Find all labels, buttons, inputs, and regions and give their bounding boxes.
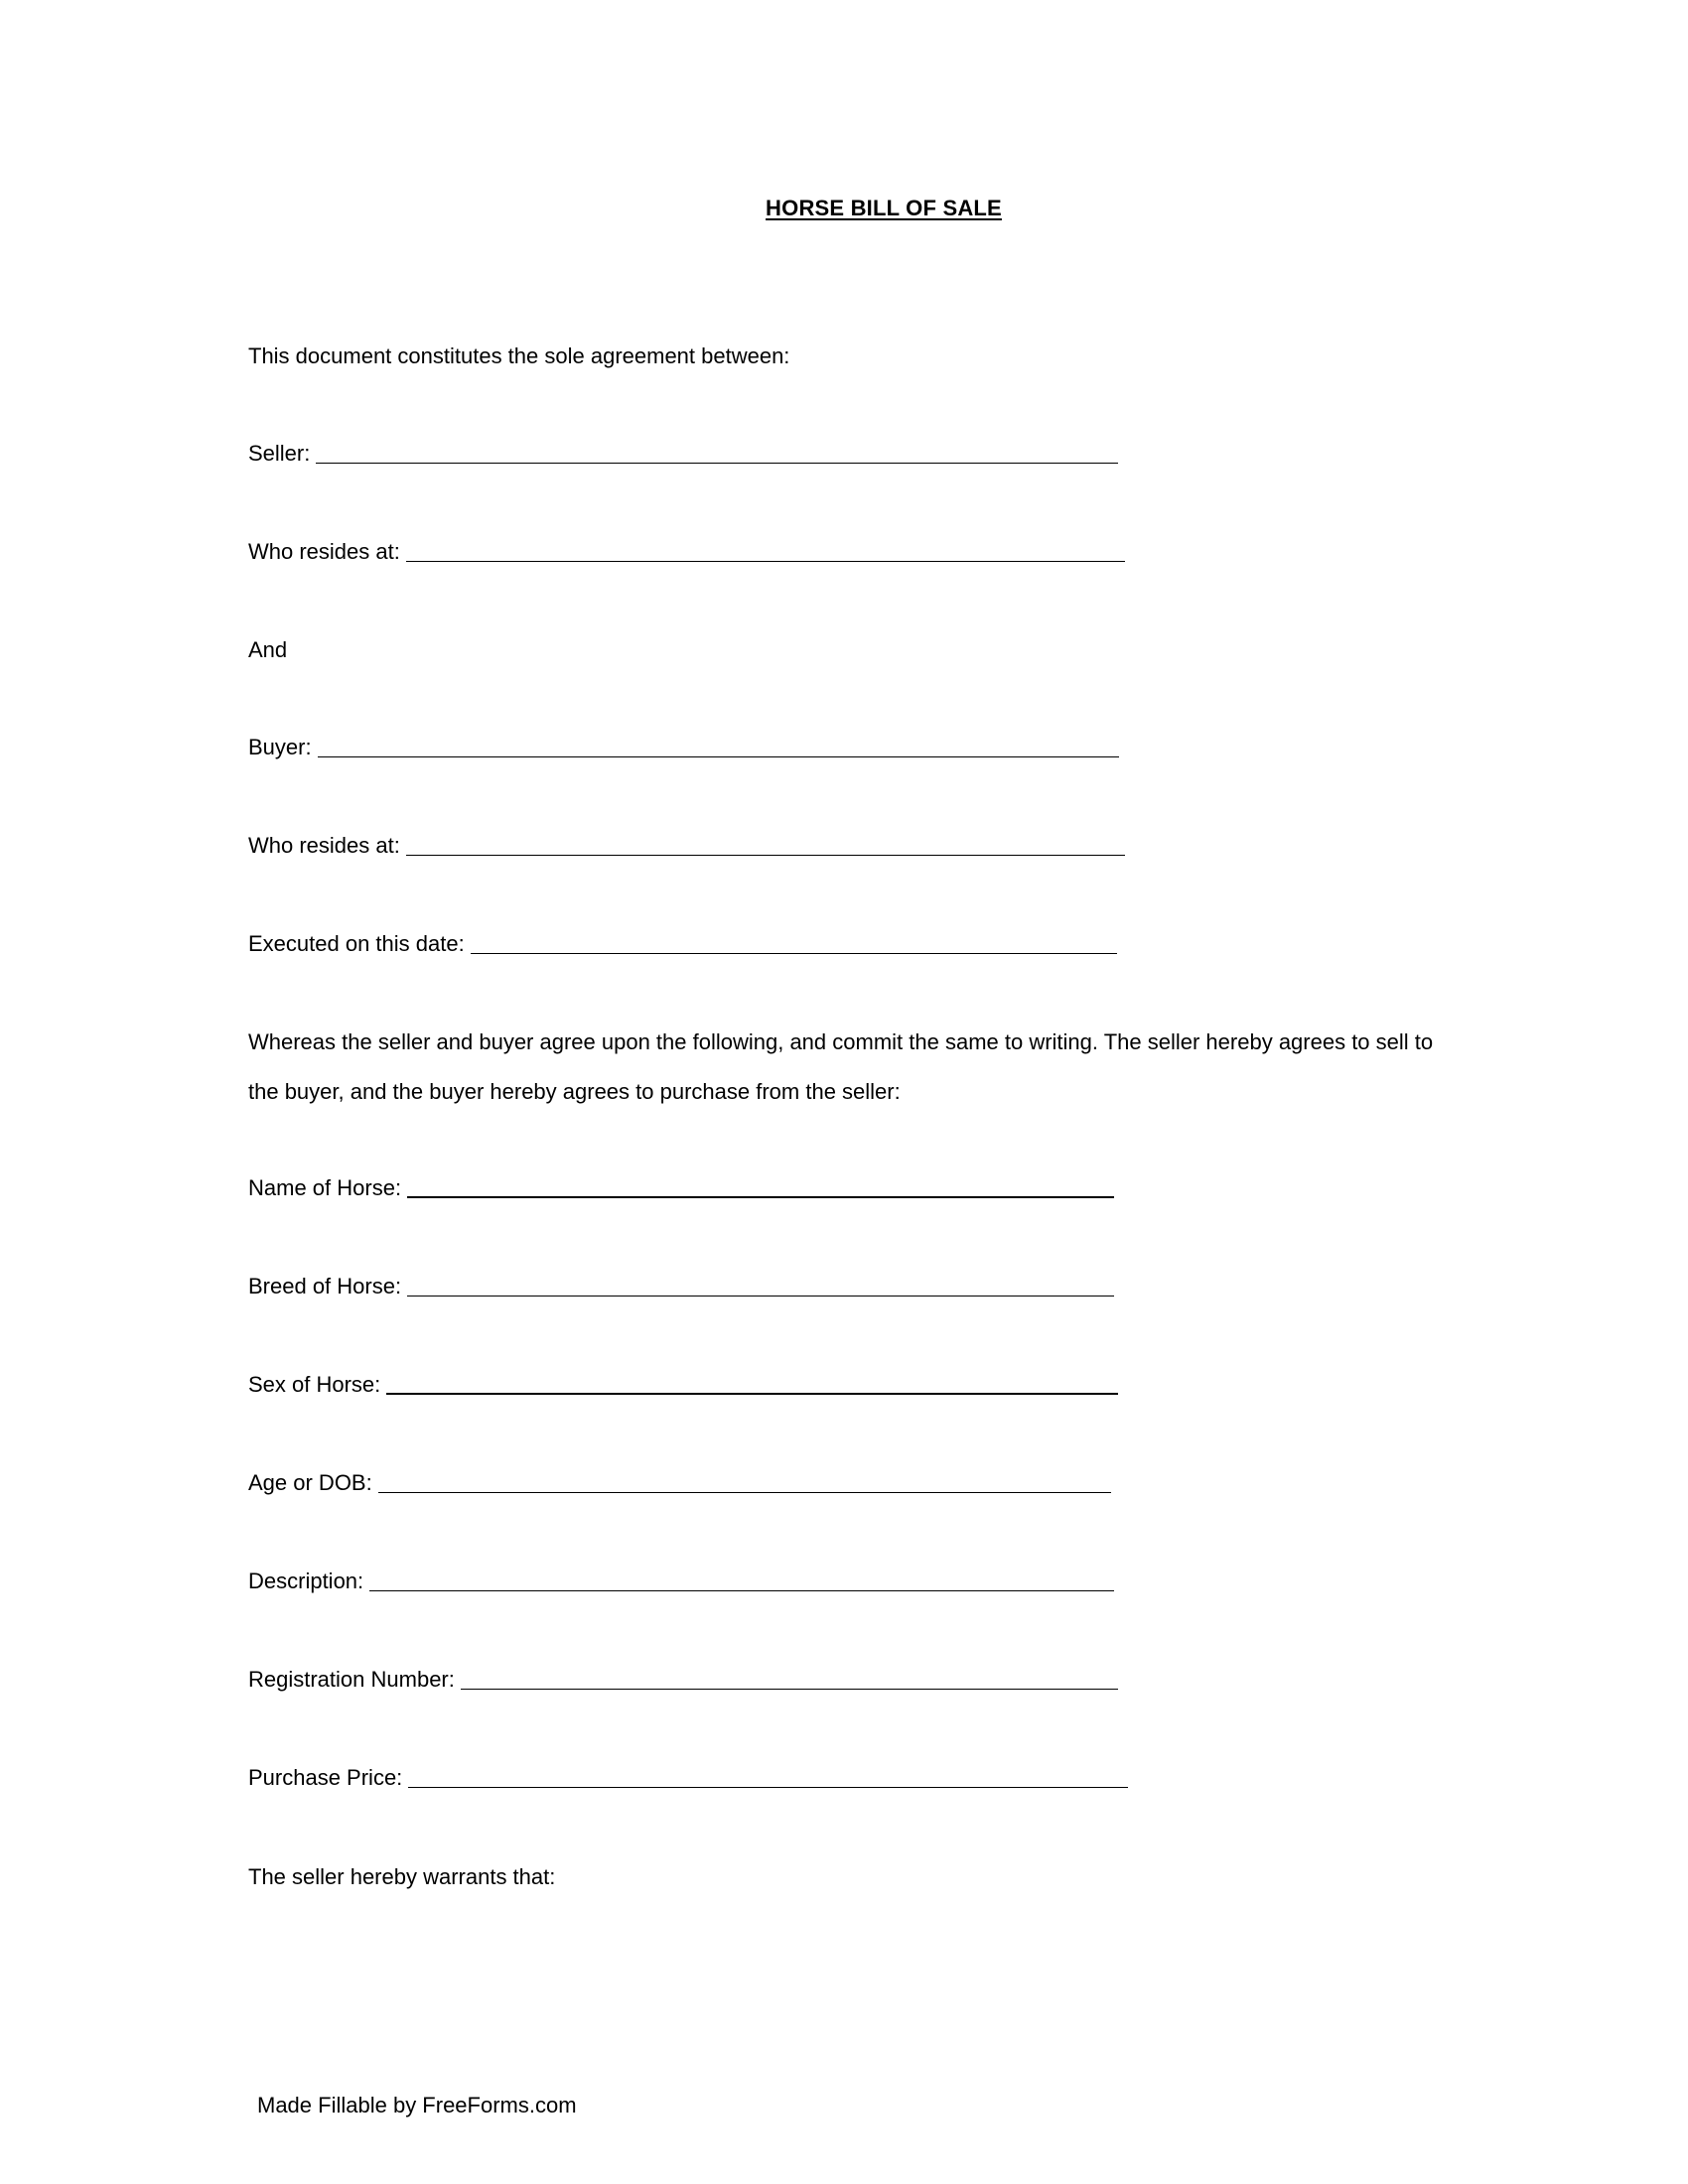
buyer-field-row (248, 731, 1119, 760)
age-dob-field-row (248, 1466, 1111, 1496)
purchase-price-input[interactable] (408, 1786, 1128, 1788)
horse-breed-field-row (248, 1270, 1114, 1299)
seller-address-field-row (248, 535, 1125, 565)
buyer-address-field-row (248, 829, 1125, 859)
intro-text: This document constitutes the sole agreement between: (248, 343, 790, 368)
executed-date-label: Executed on this date: (248, 931, 465, 956)
buyer-address-input[interactable] (406, 854, 1125, 856)
warranty-text: The seller hereby warrants that: (248, 1864, 556, 1889)
buyer-label: Buyer: (248, 735, 312, 759)
registration-number-field-row (248, 1663, 1118, 1693)
horse-breed-label: Breed of Horse: (248, 1274, 402, 1298)
age-dob-input[interactable] (378, 1491, 1111, 1493)
horse-breed-input[interactable] (407, 1295, 1114, 1297)
description-input[interactable] (369, 1589, 1114, 1591)
footer-credit: Made Fillable by FreeForms.com (257, 2093, 577, 2117)
and-text: And (248, 637, 288, 662)
buyer-address-label: Who resides at: (248, 833, 400, 858)
purchase-price-label: Purchase Price: (248, 1765, 403, 1790)
registration-number-label: Registration Number: (248, 1667, 455, 1692)
horse-sex-label: Sex of Horse: (248, 1372, 381, 1397)
seller-address-label: Who resides at: (248, 539, 400, 564)
horse-name-input[interactable] (407, 1195, 1114, 1198)
seller-address-input[interactable] (406, 560, 1125, 562)
purchase-price-field-row (248, 1761, 1128, 1791)
buyer-input[interactable] (318, 755, 1119, 757)
whereas-paragraph: Whereas the seller and buyer agree upon the following, and commit the same to writing. The seller hereby agrees to sell to the buyer, and the buyer hereby agrees to purchase from the seller: (248, 1029, 1434, 1104)
horse-sex-input[interactable] (386, 1392, 1118, 1395)
seller-label: Seller: (248, 441, 311, 466)
horse-sex-field-row (248, 1368, 1118, 1398)
registration-number-input[interactable] (461, 1688, 1118, 1690)
horse-name-field-row (248, 1171, 1114, 1201)
executed-date-input[interactable] (471, 952, 1117, 954)
horse-name-label: Name of Horse: (248, 1175, 402, 1200)
executed-date-field-row (248, 927, 1117, 957)
document-title: HORSE BILL OF SALE (766, 196, 1002, 220)
description-label: Description: (248, 1569, 364, 1593)
age-dob-label: Age or DOB: (248, 1470, 372, 1495)
description-field-row (248, 1565, 1114, 1594)
seller-field-row (248, 437, 1118, 467)
seller-input[interactable] (316, 462, 1118, 464)
